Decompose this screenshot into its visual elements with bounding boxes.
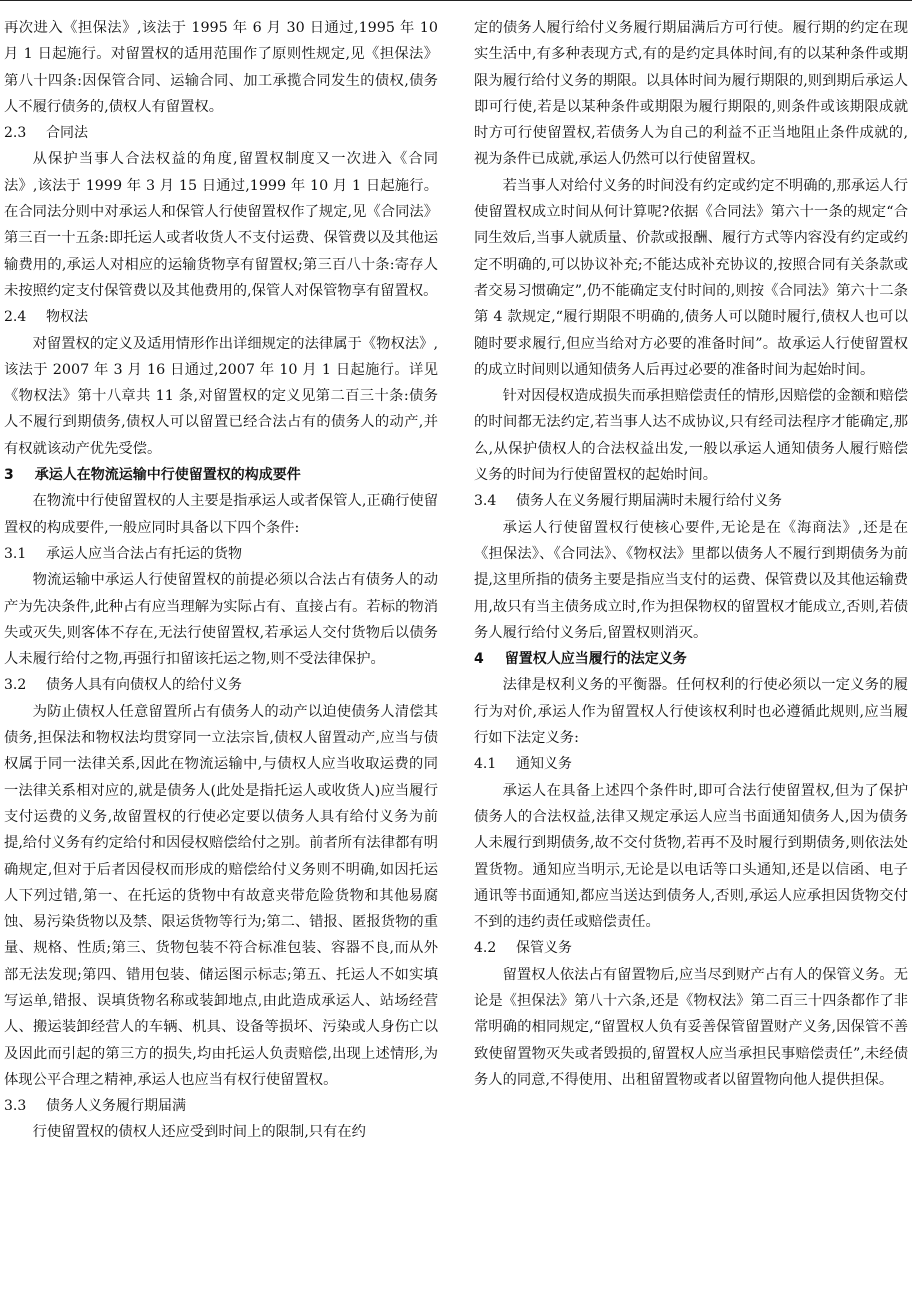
section-number: 4.2 bbox=[474, 940, 497, 957]
left-column bbox=[4, 0, 438, 1146]
section-title: 承运人应当合法占有托运的货物 bbox=[46, 545, 242, 562]
subsection-heading bbox=[474, 751, 908, 777]
section-number: 2.3 bbox=[4, 125, 27, 142]
paragraph: 在物流中行使留置权的人主要是指承运人或者保管人,正确行使留置权的构成要件,一般应同时具备以下四个条件: bbox=[4, 493, 438, 536]
paragraph: 法律是权利义务的平衡器。任何权利的行使必须以一定义务的履行为对价,承运人作为留置权人行使该权利时也必遵循此规则,应当履行如下法定义务: bbox=[474, 677, 908, 747]
subsection-heading bbox=[474, 935, 908, 961]
paragraph: 定的债务人履行给付义务履行期届满后方可行使。履行期的约定在现实生活中,有多种表现方式,有的是约定具体时间,有的以某种条件或期限为履行给付义务的期限。以具体时间为履行期限的,则到期后承运人即可行使,若是以某种条件或期限为履行期限的,则条件或该期限成就时方可行使留置权,若债务人为自己的利益不正当地阻止条件成就的,视为条件已成就,承运人仍然可以行使留置权。 bbox=[474, 20, 908, 168]
section-number: 3.3 bbox=[4, 1098, 27, 1115]
section-number: 3.4 bbox=[474, 493, 497, 510]
section-number: 3.2 bbox=[4, 677, 27, 694]
paragraph: 行使留置权的债权人还应受到时间上的限制,只有在约 bbox=[32, 1124, 366, 1141]
section-number: 2.4 bbox=[4, 309, 27, 326]
section-title: 留置权人应当履行的法定义务 bbox=[504, 651, 687, 668]
paragraph: 为防止债权人任意留置所占有债务人的动产以迫使债务人清偿其债务,担保法和物权法均贯穿同一立法宗旨,债权人留置动产,应当与债权属于同一法律关系,因此在物流运输中,与债权人应当收取运费的同一法律关系相对应的,就是债务人(此处是指托运人或收货人)应当履行支付运费的义务,故留置权的行使必定要以债务人具有给付义务为前提,给付义务有约定给付和因侵权赔偿给付之别。前者所有法律都有明确规定,但对于后者因侵权而形成的赔偿给付义务则不明确,如因托运人下列过错,第一、在托运的货物中有故意夹带危险货物和其他易腐蚀、易污染货物以及禁、限运货物等行为;第二、错报、匿报货物的重量、规格、性质;第三、货物包装不符合标准包装、容器不良,而从外部无法发现;第四、错用包装、储运图示标志;第五、托运人不如实填写运单,错报、误填货物名称或装卸地点,由此造成承运人、站场经营人、搬运装卸经营人的车辆、机具、设备等损坏、污染或人身伤亡以及因此而引起的第三方的损失,均由托运人负责赔偿,出现上述情形,为体现公平合理之精神,承运人也应当有权行使留置权。 bbox=[4, 703, 438, 1088]
section-number: 4 bbox=[474, 651, 484, 668]
paragraph: 从保护当事人合法权益的角度,留置权制度又一次进入《合同法》,该法于 1999 年 3 月 15 日通过,1999 年 10 月 1 日起施行。在合同法分则中对承运人和保管人行使留置权作了规定,见《合同法》第三百一十五条:即托运人或者收货人不支付运费、保管费以及其他运输费用的,承运人对相应的运输货物享有留置权;第三百八十条:寄存人未按照约定支付保管费以及其他费用的,保管人对保管物享有留置权。 bbox=[4, 151, 438, 299]
subsection-heading bbox=[4, 541, 438, 567]
right-column bbox=[474, 0, 908, 1093]
subsection-heading bbox=[4, 1093, 438, 1119]
paragraph: 物流运输中承运人行使留置权的前提必须以合法占有债务人的动产为先决条件,此种占有应当理解为实际占有、直接占有。若标的物消失或灭失,则客体不存在,无法行使留置权,若承运人交付货物后以债务人未履行给付之物,再强行扣留该托运之物,则不受法律保护。 bbox=[4, 572, 438, 668]
section-title: 保管义务 bbox=[516, 940, 572, 957]
section-title: 通知义务 bbox=[516, 756, 572, 773]
section-title: 债务人在义务履行期届满时未履行给付义务 bbox=[516, 493, 782, 510]
subsection-heading bbox=[474, 488, 908, 514]
section-heading bbox=[474, 646, 908, 672]
paragraph: 留置权人依法占有留置物后,应当尽到财产占有人的保管义务。无论是《担保法》第八十六条,还是《物权法》第二百三十四条都作了非常明确的相同规定,“留置权人负有妥善保管留置财产义务,因保管不善致使留置物灭失或者毁损的,留置权人应当承担民事赔偿责任”,未经债务人的同意,不得使用、出租留置物或者以留置物向他人提供担保。 bbox=[474, 966, 908, 1088]
paragraph: 承运人行使留置权行使核心要件,无论是在《海商法》,还是在《担保法》、《合同法》、《物权法》里都以债务人不履行到期债务为前提,这里所指的债务主要是指应当支付的运费、保管费以及其他运输费用,故只有当主债务成立时,作为担保物权的留置权才能成立,否则,若债务人履行给付义务后,留置权则消灭。 bbox=[474, 519, 908, 641]
paragraph: 针对因侵权造成损失而承担赔偿责任的情形,因赔偿的金额和赔偿的时间都无法约定,若当事人达不成协议,只有经司法程序才能确定,那么,从保护债权人的合法权益出发,一般以承运人通知债务人履行赔偿义务的时间为行使留置权的起始时间。 bbox=[474, 388, 908, 484]
paragraph: 承运人在具备上述四个条件时,即可合法行使留置权,但为了保护债务人的合法权益,法律又规定承运人应当书面通知债务人,因为债务人未履行到期债务,故不交付货物,若再不及时履行到期债务,则依法处置货物。通知应当明示,无论是以电话等口头通知,还是以信函、电子通讯等书面通知,都应当送达到债务人,否则,承运人应承担因货物交付不到的违约责任或赔偿责任。 bbox=[474, 782, 908, 931]
section-title: 债务人义务履行期届满 bbox=[46, 1098, 186, 1115]
section-heading bbox=[4, 462, 438, 488]
subsection-heading bbox=[4, 304, 438, 330]
section-title: 债务人具有向债权人的给付义务 bbox=[46, 677, 242, 694]
subsection-heading bbox=[4, 672, 438, 698]
section-title: 承运人在物流运输中行使留置权的构成要件 bbox=[34, 467, 301, 484]
section-number: 3.1 bbox=[4, 545, 27, 562]
paragraph: 若当事人对给付义务的时间没有约定或约定不明确的,那承运人行使留置权成立时间从何计算呢?依据《合同法》第六十一条的规定“合同生效后,当事人就质量、价款或报酬、履行方式等内容没有约定或约定不明确的,可以协议补充;不能达成补充协议的,按照合同有关条款或者交易习惯确定”,仍不能确定支付时间的,则按《合同法》第六十二条第 4 款规定,“履行期限不明确的,债务人可以随时履行,债权人也可以随时要求履行,但应当给对方必要的准备时间”。故承运人行使留置权的成立时间则以通知债务人后再过必要的准备时间为起始时间。 bbox=[474, 177, 908, 378]
section-title: 物权法 bbox=[46, 309, 88, 326]
paragraph: 对留置权的定义及适用情形作出详细规定的法律属于《物权法》,该法于 2007 年 3 月 16 日通过,2007 年 10 月 1 日起施行。详见《物权法》第十八章共 11 条,对留置权的定义见第二百三十条:债务人不履行到期债务,债权人可以留置已经合法占有的债务人的动产,并有权就该动产优先受偿。 bbox=[4, 335, 438, 457]
section-number: 4.1 bbox=[474, 756, 497, 773]
subsection-heading bbox=[4, 120, 438, 146]
section-title: 合同法 bbox=[46, 125, 88, 142]
paragraph: 再次进入《担保法》,该法于 1995 年 6 月 30 日通过,1995 年 10 月 1 日起施行。对留置权的适用范围作了原则性规定,见《担保法》第八十四条:因保管合同、运输合同、加工承揽合同发生的债权,债务人不履行债务的,债权人有留置权。 bbox=[4, 20, 438, 115]
section-number: 3 bbox=[4, 467, 14, 484]
